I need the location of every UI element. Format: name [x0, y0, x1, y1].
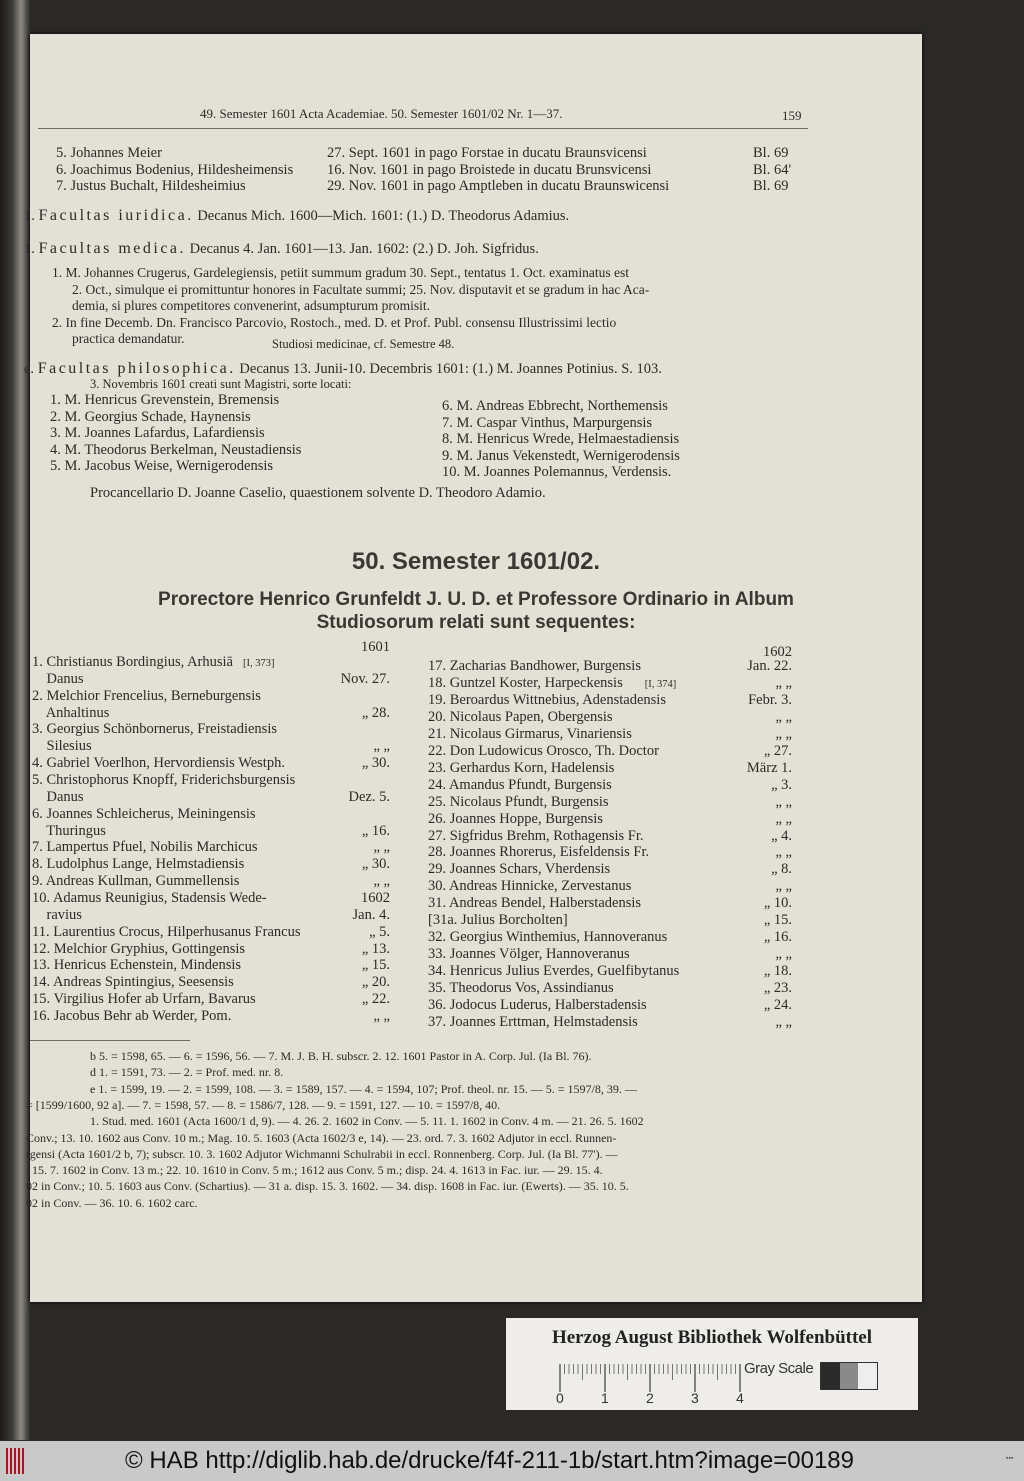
- student-row: [428, 997, 647, 1013]
- matriculation-date: „ „: [775, 844, 792, 861]
- student-row: [428, 946, 630, 962]
- medica-note: Studiosi medicinae, cf. Semestre 48.: [272, 337, 455, 351]
- footnote-line: d 1. = 1591, 73. — 2. = Prof. med. nr. 8.: [90, 1065, 284, 1080]
- student-name: 13. Henricus Echenstein, Mindensis: [32, 957, 242, 974]
- gray-swatch-light: [858, 1363, 877, 1389]
- footnote-rule: [30, 1040, 190, 1041]
- volume-ref: [I, 373]: [243, 658, 275, 669]
- gray-swatch-dark: [821, 1363, 840, 1389]
- matriculation-date: „ „: [775, 674, 792, 691]
- matriculation-date: „ 4.: [771, 827, 792, 844]
- student-name: 34. Henricus Julius Everdes, Guelfibytanus: [428, 963, 680, 980]
- student-name: 32. Georgius Winthemius, Hannoveranus: [428, 929, 668, 946]
- footnote-line: b 5. = 1598, 65. — 6. = 1596, 56. — 7. M. J. B. H. subscr. 2. 12. 1601 Pastor in A. Corp. Jul. (Ia Bl. 76).: [90, 1049, 592, 1063]
- student-name: Danus: [32, 788, 84, 805]
- student-row: [32, 873, 239, 889]
- student-row: [32, 941, 245, 957]
- faculty-medica: 1. Facultas medica. Decanus 4. Jan. 1601—13. Jan. 1602: (2.) D. Joh. Sigfridus.: [24, 240, 539, 257]
- footnote-line: 1. Stud. med. 1601 (Acta 1600/1 d, 9). — 4. 26. 2. 1602 in Conv. — 5. 11. 1. 1602 in Conv. 4 m. — 21. 26. 5. 1602: [90, 1114, 644, 1129]
- page-number: 159: [782, 108, 802, 123]
- student-row: [428, 929, 667, 945]
- footnote-line: 02 in Conv. — 36. 10. 6. 1602 carc.: [26, 1195, 198, 1210]
- gray-scale-label: Gray Scale: [744, 1360, 814, 1377]
- student-row: [32, 789, 84, 805]
- student-row: [428, 828, 644, 844]
- volume-ref: [I, 374]: [644, 678, 677, 690]
- magister-item: 4. M. Theodorus Berkelman, Neustadiensis: [50, 441, 302, 458]
- ruler-label: 3: [691, 1390, 699, 1406]
- matriculation-date: März 1.: [746, 759, 792, 776]
- matriculation-date: „ „: [373, 1008, 390, 1025]
- medica-line: 2. Oct., simulque ei promittuntur honores in Facultate summi; 25. Nov. disputavit et se gradum in hac Aca-: [72, 282, 650, 297]
- footnote-line: = [1599/1600, 92 a]. — 7. = 1598, 57. — 8. = 1586/7, 128. — 9. = 1591, 127. — 10. = 1597/8, 40.: [26, 1097, 501, 1112]
- right-year: 1602: [763, 644, 792, 660]
- student-row: [428, 709, 613, 725]
- student-name: Danus: [32, 670, 84, 687]
- student-row: [428, 980, 614, 996]
- philosophica-intro: 3. Novembris 1601 creati sunt Magistri, sorte locati:: [90, 377, 352, 391]
- matriculation-date: „ „: [373, 738, 390, 755]
- footer-url[interactable]: © HAB http://diglib.hab.de/drucke/f4f-211-1b/start.htm?image=00189: [125, 1447, 854, 1474]
- footer-bar: [0, 1441, 1024, 1481]
- student-row: [428, 692, 666, 708]
- entry-name: 7. Justus Buchalt, Hildesheimius: [56, 178, 246, 194]
- matriculation-date: „ 16.: [763, 929, 792, 946]
- magister-item: 7. M. Caspar Vinthus, Marpurgensis: [442, 414, 653, 431]
- magister-item: 1. M. Henricus Grevenstein, Bremensis: [50, 392, 280, 408]
- student-name: 26. Joannes Hoppe, Burgensis: [428, 810, 603, 827]
- student-row: [32, 755, 285, 771]
- matriculation-date: „ 15.: [763, 912, 792, 929]
- matriculation-date: „ „: [775, 708, 792, 725]
- student-name: 16. Jacobus Behr ab Werder, Pom.: [32, 1008, 232, 1025]
- student-name: 10. Adamus Reunigius, Stadensis Wede-: [32, 890, 267, 907]
- gray-swatch-mid: [840, 1363, 859, 1389]
- matriculation-date: „ 20.: [361, 974, 390, 991]
- student-row: [428, 760, 614, 776]
- matriculation-date: „ 24.: [763, 997, 792, 1013]
- matriculation-date: „ „: [373, 873, 390, 890]
- student-name: 11. Laurentius Crocus, Hilperhusanus Francus: [32, 923, 301, 940]
- magister-item: 9. M. Janus Vekenstedt, Wernigerodensis: [442, 447, 680, 464]
- student-name: 17. Zacharias Bandhower, Burgensis: [428, 658, 641, 674]
- student-name: 21. Nicolaus Girmarus, Vinariensis: [428, 725, 632, 742]
- faculty-iuridica: 1. Facultas iuridica. Decanus Mich. 1600—Mich. 1601: (1.) D. Theodorus Adamius.: [24, 207, 570, 224]
- matriculation-date: „ „: [775, 1013, 792, 1030]
- entry-text: 27. Sept. 1601 in pago Forstae in ducatu Braunsvicensi: [327, 145, 647, 161]
- magister-item: 2. M. Georgius Schade, Haynensis: [50, 408, 251, 425]
- document-page: [24, 34, 922, 1302]
- student-row: [428, 861, 610, 877]
- ruler-label: 4: [736, 1390, 744, 1406]
- student-row: [428, 844, 649, 860]
- matriculation-date: Jan. 22.: [747, 658, 792, 674]
- left-year: 1601: [361, 639, 390, 655]
- student-name: 22. Don Ludowicus Orosco, Th. Doctor: [428, 742, 659, 759]
- matriculation-date: „ 16.: [361, 822, 390, 839]
- matriculation-date: „ 15.: [361, 957, 390, 974]
- student-row: [32, 671, 84, 687]
- footnote-line: e 1. = 1599, 19. — 2. = 1599, 108. — 3. = 1589, 157. — 4. = 1594, 107; Prof. theol. nr. 15. — 5. = 1597/8, 39. —: [90, 1081, 637, 1096]
- matriculation-date: Nov. 27.: [340, 670, 390, 687]
- matriculation-date: Jan. 4.: [352, 906, 390, 923]
- student-name: 31. Andreas Bendel, Halberstadensis: [428, 895, 642, 912]
- institution-name: Herzog August Bibliothek Wolfenbüttel: [551, 1327, 873, 1348]
- matriculation-date: „ „: [775, 793, 792, 810]
- student-name: 15. Virgilius Hofer ab Urfarn, Bavarus: [32, 991, 256, 1008]
- student-row: [428, 878, 631, 894]
- matriculation-date: „ 22.: [361, 991, 390, 1008]
- student-name: 33. Joannes Völger, Hannoveranus: [428, 946, 630, 963]
- student-name: 28. Joannes Rhorerus, Eisfeldensis Fr.: [428, 844, 650, 861]
- ruler-label: 2: [646, 1390, 654, 1406]
- matriculation-date: „ 18.: [763, 963, 792, 980]
- student-row: [32, 890, 267, 906]
- student-row: [32, 924, 300, 940]
- student-row: [32, 1008, 231, 1024]
- student-name: 3. Georgius Schönbornerus, Freistadiensis: [32, 721, 277, 738]
- footer-mark-icon: ▪▪▪: [1006, 1455, 1014, 1462]
- student-name: 19. Beroardus Wittnebius, Adenstadensis: [428, 691, 666, 708]
- student-row: [32, 991, 256, 1007]
- student-row: [428, 895, 641, 911]
- student-row: [32, 974, 234, 990]
- matriculation-date: „ 27.: [763, 742, 792, 759]
- magister-item: 5. M. Jacobus Weise, Wernigerodensis: [50, 458, 274, 475]
- student-name: 18. Guntzel Koster, Harpeckensis: [428, 674, 623, 691]
- student-row: [428, 658, 641, 674]
- matriculation-date: „ 30.: [361, 755, 390, 772]
- student-row: [32, 957, 241, 973]
- semester-title: 50. Semester 1601/02.: [351, 548, 601, 575]
- student-row: [428, 912, 568, 928]
- student-row: [32, 688, 261, 704]
- student-row: [32, 654, 275, 672]
- matriculation-date: „ 30.: [361, 856, 390, 873]
- student-name: 4. Gabriel Voerlhon, Hervordiensis Westph.: [32, 755, 285, 772]
- student-row: [428, 777, 612, 793]
- student-name: 24. Amandus Pfundt, Burgensis: [428, 776, 612, 793]
- student-row: [32, 839, 258, 855]
- student-row: [32, 705, 109, 721]
- ruler-label: 1: [601, 1390, 609, 1406]
- philosophica-closing: Procancellario D. Joanne Caselio, quaestionem solvente D. Theodoro Adamio.: [90, 485, 546, 501]
- student-row: [32, 772, 295, 788]
- medica-line: 1. M. Johannes Crugerus, Gardelegiensis, petiit summum gradum 30. Sept., tentatus 1. Oct. examinatus est: [52, 265, 630, 280]
- header-rule: [38, 128, 808, 129]
- matriculation-date: „ „: [775, 946, 792, 963]
- matriculation-date: „ 13.: [361, 940, 390, 957]
- magister-item: 6. M. Andreas Ebbrecht, Northemensis: [442, 398, 668, 414]
- student-name: Silesius: [32, 738, 92, 755]
- matriculation-date: „ 23.: [763, 980, 792, 997]
- student-row: [32, 721, 277, 737]
- entry-ref: Bl. 64': [753, 161, 792, 178]
- student-name: 1. Christianus Bordingius, Arhusiā: [32, 654, 233, 670]
- student-name: 25. Nicolaus Pfundt, Burgensis: [428, 793, 609, 810]
- footnote-line: rgensi (Acta 1601/2 b, 7); subscr. 10. 3. 1602 Adjutor Wichmanni Schulrabii in eccl. Ronnenberg. Corp. Jul. (Ia Bl. 77'). —: [26, 1146, 618, 1161]
- student-name: Anhaltinus: [32, 704, 110, 721]
- hab-logo-icon: [6, 1448, 24, 1474]
- student-name: 20. Nicolaus Papen, Obergensis: [428, 708, 613, 725]
- entry-name: 5. Johannes Meier: [56, 145, 162, 161]
- student-name: 12. Melchior Gryphius, Gottingensis: [32, 940, 246, 957]
- student-name: [31a. Julius Borcholten]: [428, 912, 568, 929]
- semester-subtitle-2: Studiosorum relati sunt sequentes:: [316, 612, 636, 633]
- magister-item: 8. M. Henricus Wrede, Helmaestadiensis: [442, 431, 680, 448]
- footnote-line: 02 in Conv.; 10. 5. 1603 aus Conv. (Schartius). — 31 a. disp. 15. 3. 1602. — 34. disp. 1608 in Fac. iur. (Ewerts). — 35. 10. 5.: [26, 1179, 629, 1194]
- student-row: [428, 1014, 638, 1030]
- medica-line: 2. In fine Decemb. Dn. Francisco Parcovio, Rostoch., med. D. et Prof. Publ. consensu Illustrissimi lectio: [52, 315, 617, 330]
- student-row: [428, 675, 676, 693]
- student-row: [428, 963, 679, 979]
- matriculation-date: „ „: [775, 878, 792, 895]
- matriculation-date: „ 28.: [361, 704, 390, 721]
- entry-ref: Bl. 69: [753, 178, 789, 194]
- student-name: 27. Sigfridus Brehm, Rothagensis Fr.: [428, 827, 644, 844]
- student-row: [32, 806, 256, 822]
- matriculation-date: Febr. 3.: [748, 691, 792, 708]
- medica-line: practica demandatur.: [72, 331, 185, 346]
- matriculation-date: „ 3.: [771, 776, 792, 793]
- running-title: 49. Semester 1601 Acta Academiae. 50. Semester 1601/02 Nr. 1—37.: [200, 106, 563, 121]
- student-row: [428, 743, 659, 759]
- student-name: 2. Melchior Frencelius, Berneburgensis: [32, 687, 261, 704]
- entry-text: 29. Nov. 1601 in pago Amptleben in ducatu Braunswicensi: [327, 178, 670, 194]
- student-row: [32, 907, 82, 923]
- magister-item: 10. M. Joannes Polemannus, Verdensis.: [442, 464, 672, 481]
- footnote-line: Conv.; 13. 10. 1602 aus Conv. 10 m.; Mag. 10. 5. 1603 (Acta 1602/3 e, 14). — 23. ord. 7. 3. 1602 Adjutor in eccl. Runnen-: [26, 1130, 617, 1145]
- student-row: [428, 726, 632, 742]
- student-name: 23. Gerhardus Korn, Hadelensis: [428, 759, 615, 776]
- student-row: [428, 794, 609, 810]
- entry-text: 16. Nov. 1601 in pago Broistede in ducatu Brunsvicensi: [327, 161, 652, 178]
- student-name: 6. Joannes Schleicherus, Meiningensis: [32, 805, 256, 822]
- student-name: 36. Jodocus Luderus, Halberstadensis: [428, 997, 647, 1013]
- student-name: 9. Andreas Kullman, Gummellensis: [32, 873, 240, 890]
- matriculation-date: „ „: [373, 839, 390, 856]
- ruler-icon: [558, 1362, 748, 1392]
- student-name: 29. Joannes Schars, Vherdensis: [428, 861, 611, 878]
- student-name: 5. Christophorus Knopff, Friderichsburgensis: [32, 772, 296, 789]
- gray-scale-swatches: [820, 1362, 878, 1390]
- student-row: [32, 823, 106, 839]
- magister-item: 3. M. Joannes Lafardus, Lafardiensis: [50, 425, 265, 442]
- footnote-line: . 15. 7. 1602 in Conv. 13 m.; 22. 10. 1610 in Conv. 5 m.; 1612 aus Conv. 5 m.; disp. 24. 4. 1613 in Fac. iur. — 29. 15. 4.: [26, 1163, 603, 1178]
- student-row: [32, 738, 92, 754]
- matriculation-date: „ „: [775, 725, 792, 742]
- medica-line: demia, si plures competitores convenerint, adsumpturum promisit.: [72, 298, 431, 313]
- matriculation-date: 1602: [361, 890, 390, 907]
- matriculation-date: „ 10.: [763, 895, 792, 912]
- student-row: [32, 856, 244, 872]
- student-name: 7. Lampertus Pfuel, Nobilis Marchicus: [32, 839, 258, 856]
- student-name: 30. Andreas Hinnicke, Zervestanus: [428, 878, 632, 895]
- matriculation-date: „ 8.: [771, 861, 792, 878]
- matriculation-date: Dez. 5.: [348, 788, 390, 805]
- student-name: ravius: [32, 906, 82, 923]
- ruler-label: 0: [556, 1390, 564, 1406]
- semester-subtitle-1: Prorectore Henrico Grunfeldt J. U. D. et Professore Ordinario in Album: [158, 589, 794, 610]
- student-name: 37. Joannes Erttman, Helmstadensis: [428, 1013, 638, 1030]
- matriculation-date: „ 5.: [369, 923, 390, 940]
- entry-ref: Bl. 69: [753, 145, 789, 161]
- color-card: [506, 1318, 918, 1410]
- student-name: Thuringus: [32, 822, 106, 839]
- matriculation-date: „ „: [775, 810, 792, 827]
- student-name: 14. Andreas Spintingius, Seesensis: [32, 974, 234, 991]
- faculty-philosophica: e. Facultas philosophica. Decanus 13. Junii-10. Decembris 1601: (1.) M. Joannes Potinius. S. 103.: [24, 360, 662, 377]
- student-name: 35. Theodorus Vos, Assindianus: [428, 980, 614, 997]
- student-name: 8. Ludolphus Lange, Helmstadiensis: [32, 856, 245, 873]
- student-row: [428, 811, 603, 827]
- entry-name: 6. Joachimus Bodenius, Hildesheimensis: [56, 161, 294, 178]
